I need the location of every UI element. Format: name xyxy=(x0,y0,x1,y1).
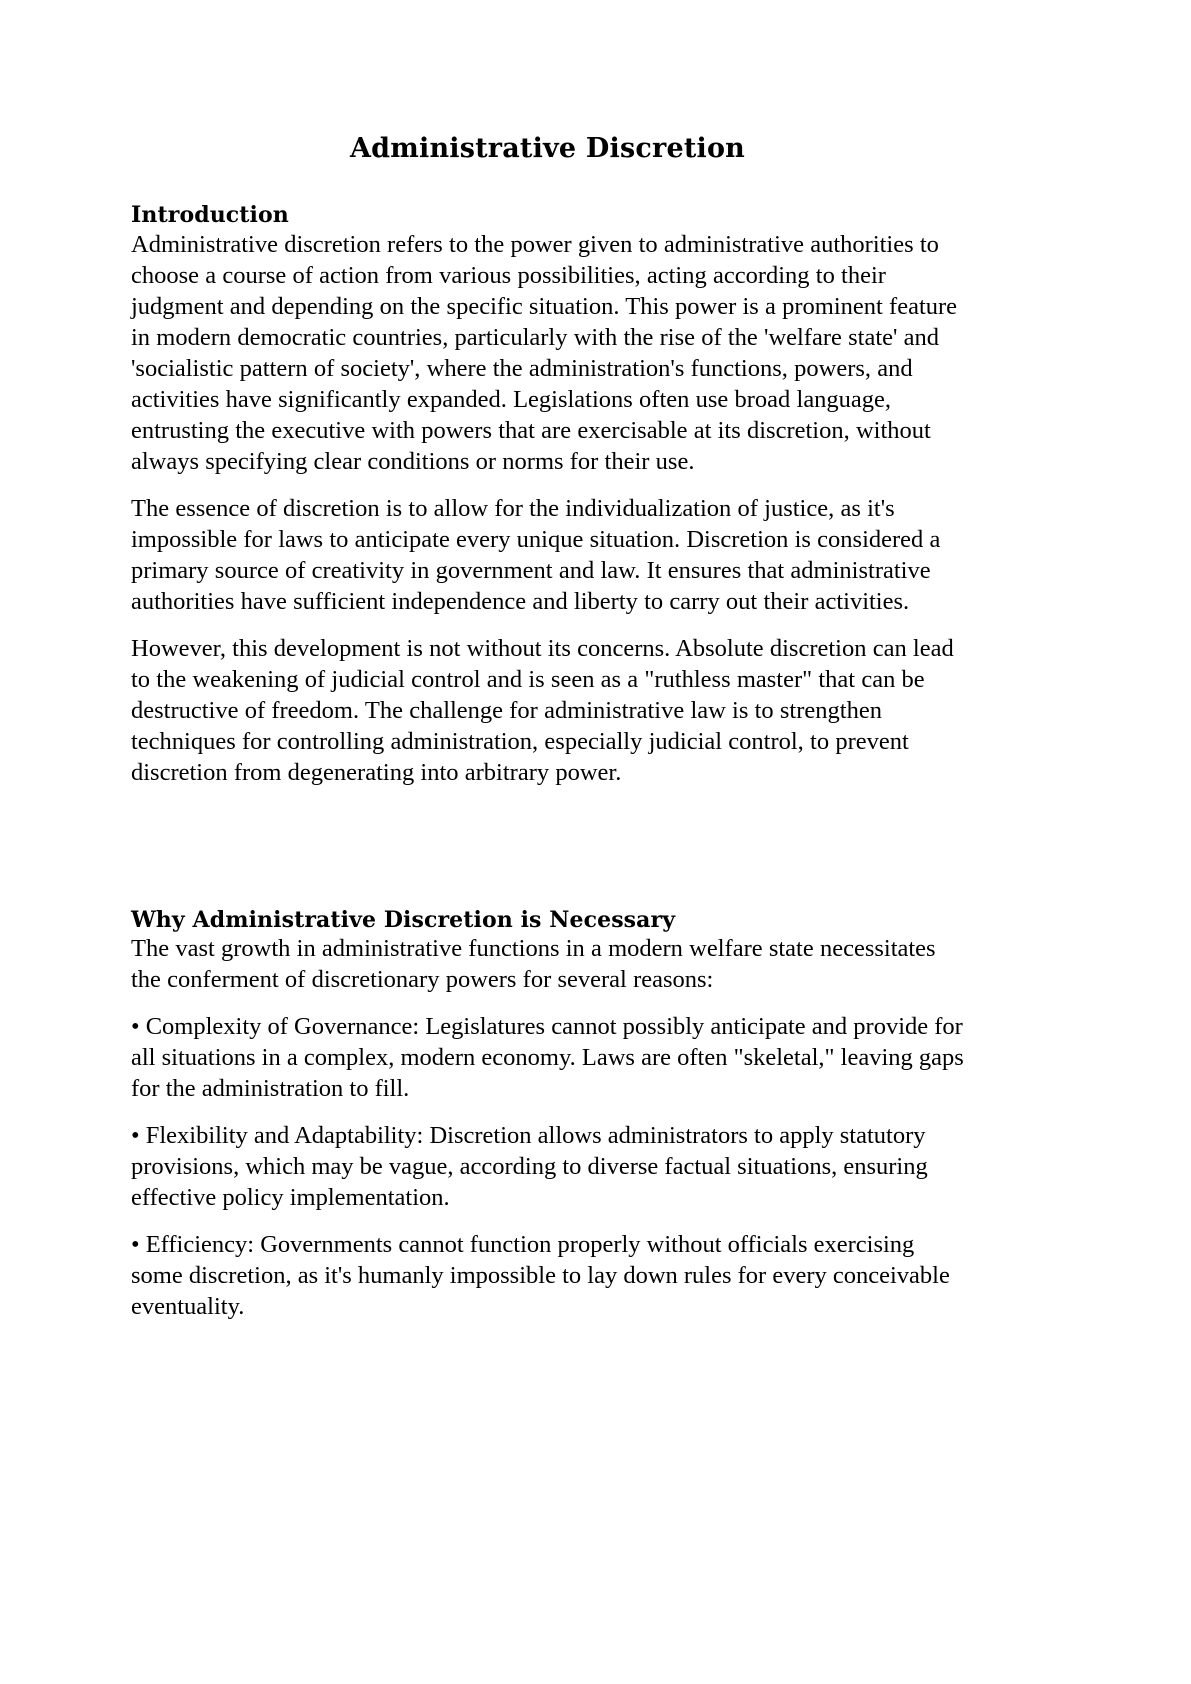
section-heading-introduction: Introduction xyxy=(131,202,289,229)
list-item: • Efficiency: Governments cannot function properly without officials exercising some discretion, as it's humanly impossible to lay down rules for every conceivable eventuality. xyxy=(131,1231,950,1320)
section-heading-why-necessary: Why Administrative Discretion is Necessary xyxy=(131,906,676,933)
document-content xyxy=(131,0,964,1323)
paragraph-introduction-1: Administrative discretion refers to the power given to administrative authorities to choose a course of action from various possibilities, acting according to their judgment and depending on the specific situation. This power is a prominent feature in modern democratic countries, particularly with the rise of the 'welfare state' and 'socialistic pattern of society', where the administration's functions, powers, and activities have significantly expanded. Legislations often use broad language, entrusting the executive with powers that are exercisable at its discretion, without always specifying clear conditions or norms for their use. xyxy=(131,230,958,475)
list-item: • Flexibility and Adaptability: Discretion allows administrators to apply statutory provisions, which may be vague, according to diverse factual situations, ensuring effective policy implementation. xyxy=(131,1122,928,1212)
page-title: Administrative Discretion xyxy=(349,133,745,164)
list-item: • Complexity of Governance: Legislatures cannot possibly anticipate and provide for all situations in a complex, modern economy. Laws are often "skeletal," leaving gaps for the administration to fill. xyxy=(131,1013,964,1103)
section-spacer xyxy=(131,789,964,907)
paragraph-why-necessary-intro: The vast growth in administrative functions in a modern welfare state necessitates the conferment of discretionary powers for several reasons: xyxy=(131,935,936,994)
paragraph-introduction-3: However, this development is not without its concerns. Absolute discretion can lead to the weakening of judicial control and is seen as a "ruthless master" that can be destructive of freedom. The challenge for administrative law is to strengthen techniques for controlling administration, especially judicial control, to prevent discretion from degenerating into arbitrary power. xyxy=(131,634,954,786)
paragraph-introduction-2: The essence of discretion is to allow for the individualization of justice, as it's impossible for laws to anticipate every unique situation. Discretion is considered a primary source of creativity in government and law. It ensures that administrative authorities have sufficient independence and liberty to carry out their activities. xyxy=(131,494,941,615)
